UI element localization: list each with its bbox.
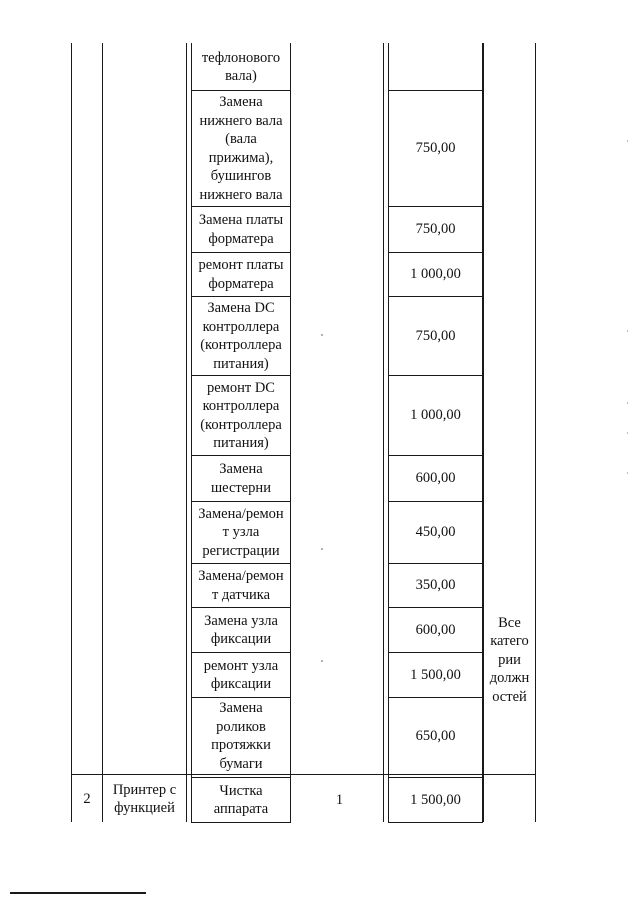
service-name: Замена платы форматера [198, 212, 284, 247]
row-2-top-border [71, 774, 536, 775]
row-number: 2 [83, 790, 91, 807]
scan-speck [321, 334, 323, 336]
row-2-bottom [388, 822, 483, 823]
service-name: тефлонового вала) [201, 49, 281, 84]
row-2-bottom [191, 822, 291, 823]
service-name: Замена/ремон т датчика [198, 568, 284, 603]
service-price: 750,00 [415, 221, 456, 238]
service-quantity: 1 [335, 791, 344, 808]
col-line-right [535, 43, 536, 822]
service-name: Замена DC контроллера (контроллера питания) [200, 300, 282, 372]
service-name: Замена узла фиксации [204, 612, 278, 647]
margin-mark [627, 432, 628, 434]
service-name: ремонт узла фиксации [203, 657, 279, 692]
service-name: Замена шестерни [211, 461, 271, 496]
margin-mark [627, 330, 628, 332]
service-price: 350,00 [415, 577, 456, 594]
service-price: 600,00 [415, 470, 456, 487]
service-price: 450,00 [415, 524, 456, 541]
col-line-num [102, 43, 103, 822]
category-cell: Все катего рии должн остей [489, 614, 530, 705]
margin-mark [627, 472, 628, 474]
service-name: ремонт DC контроллера (контроллера питания) [200, 379, 282, 451]
service-price: 1 500,00 [410, 666, 461, 683]
margin-mark [627, 140, 628, 142]
service-name: Замена роликов протяжки бумаги [211, 700, 271, 772]
footnote-separator [10, 892, 146, 894]
service-price: 750,00 [415, 140, 456, 157]
col-line-device [186, 43, 187, 822]
device-name: Принтер с функцией [112, 781, 177, 816]
service-price: 1 000,00 [410, 266, 461, 283]
service-name: Замена/ремон т узла регистрации [198, 505, 284, 559]
service-name: Замена нижнего вала (вала прижима), бушингов нижнего вала [199, 94, 283, 203]
service-price [388, 44, 483, 90]
col-line-service-right [383, 43, 384, 822]
service-price: 600,00 [415, 621, 456, 638]
service-name: Чистка аппарата [213, 782, 269, 817]
service-price: 1 000,00 [410, 407, 461, 424]
col-line-left [71, 43, 72, 822]
service-price: 750,00 [415, 327, 456, 344]
scan-speck [321, 660, 323, 662]
service-name: ремонт платы форматера [198, 257, 284, 292]
service-price: 1 500,00 [410, 791, 461, 808]
scan-speck [321, 548, 323, 550]
service-price: 650,00 [415, 727, 456, 744]
margin-mark [627, 402, 628, 404]
